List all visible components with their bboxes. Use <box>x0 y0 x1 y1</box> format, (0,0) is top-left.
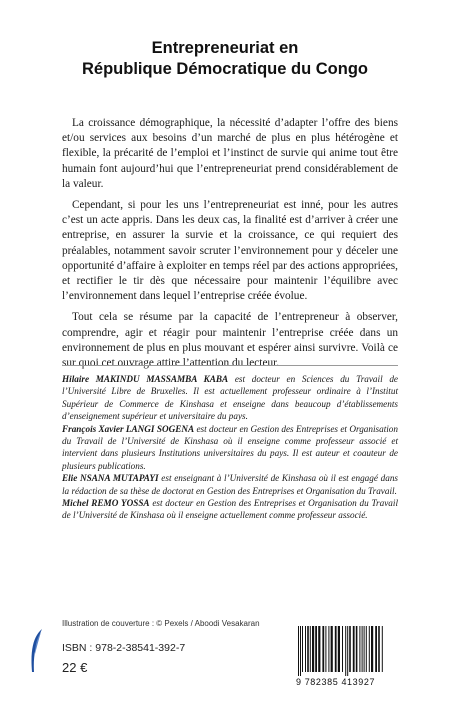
barcode-bar <box>307 626 309 672</box>
author-bio-2 <box>62 423 398 473</box>
barcode-bar <box>382 626 383 672</box>
barcode-bar <box>331 626 333 672</box>
barcode-bar <box>364 626 365 672</box>
title-line-1: Entrepreneuriat en <box>151 39 299 57</box>
barcode-bar <box>356 626 358 672</box>
section-divider <box>62 365 398 366</box>
barcode-bar <box>305 626 306 672</box>
title-line-2: République Démocratique du Congo <box>81 60 368 78</box>
barcode-bar <box>353 626 355 672</box>
price-label: 22 € <box>62 660 88 675</box>
author-bio-3 <box>62 472 398 497</box>
author-name: Elie NSANA MUTAPAYI <box>62 473 159 484</box>
barcode-bar <box>322 626 324 672</box>
author-name: Hilaire MAKINDU MASSAMBA KABA <box>62 374 229 384</box>
quill-logo-icon <box>28 628 44 674</box>
barcode-bar <box>325 626 326 672</box>
author-description: est docteur en Gestion des Entreprises et Organisation du Travail de l’Université de Kinshasa où il enseigne actuellement comme professeur associé. <box>62 498 399 521</box>
isbn-label: ISBN : 978-2-38541-392-7 <box>62 642 186 654</box>
barcode-bar <box>318 626 320 672</box>
author-description: est enseignant à l’Université de Kinshasa où il est engagé dans la rédaction de sa thèse de doctorat en Gestion des Entreprises et Organisation du Travail. <box>62 473 398 496</box>
barcode-bar <box>375 626 377 672</box>
barcode-bar <box>312 626 314 672</box>
barcode-bar <box>369 626 370 672</box>
barcode-bar <box>298 626 299 676</box>
cover-credit: Illustration de couverture : © Pexels / Aboodi Vesakaran <box>62 619 260 628</box>
barcode-bar <box>342 626 343 672</box>
author-description: est docteur en Sciences du Travail de l’Université Libre de Bruxelles. Il est actuellement professeur ordinaire à l’Institut Supérieur de Commerce de Kinshasa et enseigne dans beaucoup d’établissements d’enseignement supérieur et universitaire du pays. <box>62 374 399 422</box>
barcode-bar <box>347 626 348 676</box>
barcode-number: 9 782385 413927 <box>296 677 376 687</box>
author-bios <box>62 373 398 522</box>
barcode-bar <box>328 626 329 672</box>
barcode-bar <box>359 626 360 672</box>
barcode-bar <box>300 626 301 676</box>
barcode-bar <box>338 626 340 672</box>
barcode-bar <box>345 626 346 676</box>
barcode-bar <box>366 626 367 672</box>
barcode-bar <box>335 626 337 672</box>
barcode-bar <box>371 626 373 672</box>
barcode-bar <box>349 626 351 672</box>
barcode-bar <box>302 626 303 672</box>
ean-barcode <box>296 626 406 676</box>
author-description: est docteur en Gestion des Entreprises et Organisation du Travail de l’Université de Kinshasa où il enseigne comme professeur associé et intervient dans plusieurs Institutions universitaires du pays. Il est auteur et coauteur de plusieurs publications. <box>62 423 398 471</box>
summary-paragraph-3: Tout cela se résume par la capacité de l’entrepreneur à observer, comprendre, agir et réagir pour maintenir l’entreprise créée dans un environnement de plus en plus mouvant et espérer ainsi survivre. Voilà ce sur quoi cet ouvrage attire l’attention du lecteur. <box>62 311 398 370</box>
author-name: François Xavier LANGI SOGENA <box>62 423 195 434</box>
summary-paragraph-2: Cependant, si pour les uns l’entrepreneuriat est inné, pour les autres c’est un acte appris. Dans les deux cas, la finalité est d’arriver à créer une entreprise, en assurer la survie et la croissance, ce qui requiert des préalables, notamment savoir scruter l’environnement pour y déceler une opportunité d’affaire à exploiter en temps réel par des actions appropriées, et rectifier le tir dès que nécessaire pour maintenir l’équilibre avec l’environnement dans lequel l’entreprise créée évolue. <box>62 199 398 303</box>
author-bio-1 <box>62 373 398 423</box>
barcode-bar <box>310 626 311 672</box>
author-bio-4 <box>62 497 398 522</box>
book-title <box>0 38 450 80</box>
barcode-bar <box>362 626 363 672</box>
summary-text <box>62 116 398 377</box>
barcode-bar <box>315 626 317 672</box>
barcode-bar <box>378 626 380 672</box>
author-name: Michel REMO YOSSA <box>62 498 150 509</box>
summary-paragraph-1: La croissance démographique, la nécessité d’adapter l’offre des biens et/ou services aux besoins d’un marché de plus en plus hétérogène et flexible, la précarité de l’emploi et l’instinct de survie qui anime tout être humain font aujourd’hui que l’entrepreneuriat prend considérablement de la valeur. <box>62 117 398 190</box>
